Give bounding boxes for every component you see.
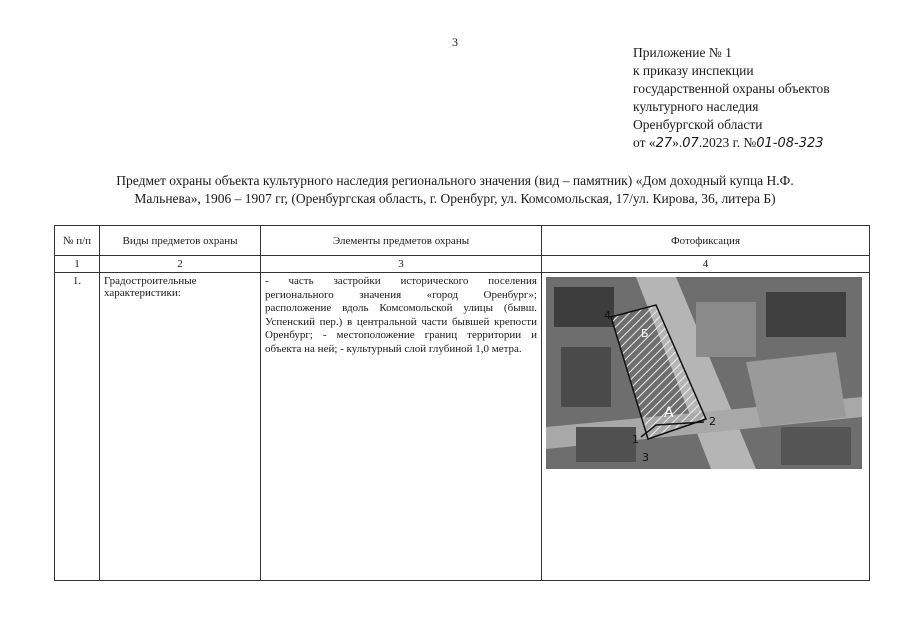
date-day: 27 xyxy=(655,136,673,151)
col-number: 3 xyxy=(261,256,542,273)
point-label-4: 4 xyxy=(604,309,611,322)
order-number: 01-08-323 xyxy=(756,136,824,151)
point-label-3: 3 xyxy=(642,451,649,464)
date-month: 07 xyxy=(682,136,699,151)
appendix-line: Приложение № 1 xyxy=(633,45,732,60)
column-number-row xyxy=(55,256,870,273)
table-row xyxy=(55,273,870,581)
appendix-line: Оренбургской области xyxy=(633,117,763,132)
date-mid: ». xyxy=(672,135,683,150)
col-number: 4 xyxy=(542,256,870,273)
parcel-label-b: Б xyxy=(641,327,649,340)
table-header-row xyxy=(55,226,870,256)
photo-cell xyxy=(542,273,870,581)
header-photo: Фотофиксация xyxy=(542,226,870,256)
row-elements: - часть застройки исторического поселения регионального значения «город Оренбург»; расположение вдоль Комсомольской улицы (бывш. Успенский пер.) в центральной части бывшей крепости Оренбург; - местоположение границ территории и объекта на ней; - культурный слой глубиной 1,0 метра. xyxy=(261,273,542,581)
title-line: Предмет охраны объекта культурного наследия регионального значения (вид – памятник) «Дом доходный купца Н.Ф. xyxy=(116,173,794,188)
parcel-label-a: А xyxy=(664,405,674,421)
header-type: Виды предметов охраны xyxy=(100,226,261,256)
header-num: № п/п xyxy=(55,226,100,256)
row-type: Градостроительные характеристики: xyxy=(100,273,261,581)
date-prefix: от « xyxy=(633,135,656,150)
point-label-1: 1 xyxy=(632,433,639,446)
document-title xyxy=(40,172,870,208)
appendix-line: государственной охраны объектов xyxy=(633,81,830,96)
appendix-date-line xyxy=(633,134,830,153)
appendix-header xyxy=(633,44,830,153)
col-number: 2 xyxy=(100,256,261,273)
aerial-photo xyxy=(546,277,862,469)
header-elements: Элементы предметов охраны xyxy=(261,226,542,256)
appendix-line: к приказу инспекции xyxy=(633,63,754,78)
title-line: Мальнева», 1906 – 1907 гг, (Оренбургская область, г. Оренбург, ул. Комсомольская, 17/ул. Кирова, 36, литера Б) xyxy=(134,191,776,206)
appendix-line: культурного наследия xyxy=(633,99,759,114)
point-label-2: 2 xyxy=(709,415,716,428)
col-number: 1 xyxy=(55,256,100,273)
date-suffix: .2023 г. № xyxy=(698,135,757,150)
protection-table xyxy=(54,225,870,581)
page-number: 3 xyxy=(452,35,458,49)
row-number: 1. xyxy=(55,273,100,581)
